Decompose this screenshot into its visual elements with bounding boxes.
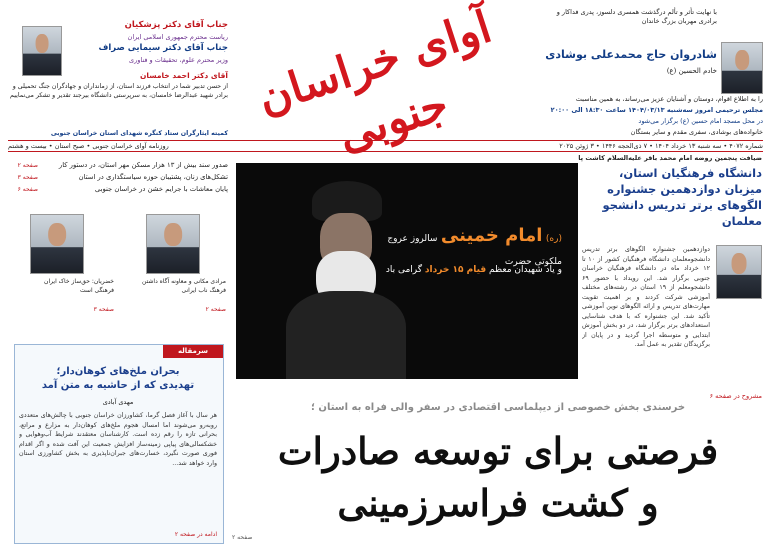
obituary-body: را به اطلاع اقوام، دوستان و آشنایان عزیز می‌رساند، به همین مناسبت <box>575 95 763 103</box>
side-story-title: دانشگاه فرهنگیان استان، میزبان دوازدهمین جشنواره الگوهای برتر تدریس دانشجو معلمان <box>602 166 762 228</box>
portrait-block-1 <box>136 214 226 314</box>
brief-2: تشکل‌های زنان، پشتیبان حوزه سیاستگذاری در استان <box>78 173 228 181</box>
brief-1-page: صفحه ۲ <box>17 162 38 169</box>
congrats-line2: ریاست محترم جمهوری اسلامی ایران <box>127 33 228 41</box>
editorial-body: هر سال با آغاز فصل گرما، کشاورزان خراسان جنوبی با چالش‌های متعددی روبه‌رو می‌شوند اما امسال هجوم ملخ‌های کوهان‌دار به مزارع و مراتع، بحرانی تازه را رقم زده است. کارشناسان معتقدند شرایط آب‌وهوایی و خشکسالی‌های پیاپی زمینه‌ساز افزایش جمعیت این آفت شده و اگر اقدام فوری صورت نگیرد، خسارت‌های جبران‌ناپذیری به بخش کشاورزی استان وارد خواهد شد... <box>19 412 217 467</box>
congrats-box <box>8 10 228 138</box>
side-story-photo <box>716 245 762 299</box>
editorial-tag: سرمقاله <box>163 345 223 358</box>
obituary-venue: در محل مسجد امام حسین (ع) برگزار می‌شود <box>638 117 763 125</box>
portrait-1-page: صفحه ۲ <box>205 306 226 313</box>
hero-line2 <box>312 263 562 277</box>
congrats-line3: جناب آقای دکتر سیمایی صراف <box>98 43 228 53</box>
portrait-2-photo <box>30 214 84 274</box>
briefs-list <box>8 160 228 204</box>
issue-bar <box>8 140 763 152</box>
side-story <box>582 165 762 405</box>
portrait-1-photo <box>146 214 200 274</box>
congrats-sign: کمیته ایثارگران ستاد کنگره شهدای استان خراسان جنوبی <box>50 130 228 137</box>
side-story-more: مشروح در صفحه ۶ <box>709 392 762 400</box>
brief-3: پایان معاشات با جرایم خشن در خراسان جنوبی <box>94 185 228 193</box>
side-story-body: دوازدهمین جشنواره الگوهای برتر تدریس دانشجومعلمان دانشگاه فرهنگیان کشور از ۱۰ تا ۱۲ خرداد ماه در دانشگاه فرهنگیان خراسان جنوبی برگزار شد. این رویداد با حضور ۶۹ دانشجومعلم از ۱۹ استان در رشته‌های مختلف آموزشی شرکت کردند و بر اهمیت تقویت مهارت‌های تدریس و ارائه الگوهای نوین آموزشی تأکید شد. این جشنواره که با هدف شناسایی استعدادهای برتر برگزار شد، در دو بخش آموزش ابتدایی و متوسطه اجرا گردید و در پایان از برگزیدگان تقدیر به عمل آمد. <box>582 246 710 348</box>
obituary-intro: با نهایت تأثر و تألم درگذشت همسری دلسوز، پدری فداکار و برادری مهربان بزرگ خاندان <box>556 8 717 25</box>
portrait-1-caption: مرادی مکانی و معاونه آگاه داشتن فرهنگ ناب ایرانی <box>142 278 226 294</box>
editorial-more: ادامه در صفحه ۲ <box>174 531 217 538</box>
leader-portrait <box>286 181 406 379</box>
editorial-title1: بحران ملخ‌های کوهان‌دار؛ <box>56 366 180 377</box>
editorial-box <box>14 344 224 544</box>
congrats-line4: وزیر محترم علوم، تحقیقات و فناوری <box>129 56 228 64</box>
obituary-name: شادروان حاج محمدعلی بوشادی <box>545 48 717 61</box>
obituary-ceremony: مجلس ترحیمی امروز سه‌شنبه ۱۴۰۴/۰۳/۱۳ ساعت ۱۸:۳۰ الی ۲۰:۰۰ <box>550 106 763 114</box>
obituary-box <box>545 8 763 140</box>
congrats-photo <box>22 26 62 76</box>
obituary-photo <box>721 42 763 94</box>
editorial-title2: تهدیدی که از حاشیه به متن آمد <box>41 380 195 391</box>
hero-line2-start: و یاد شهیدان معظم <box>489 265 562 275</box>
congrats-line5: آقای دکتر احمد خامسان <box>140 71 228 80</box>
hero-name-honor: (ره) <box>545 234 562 244</box>
masthead <box>228 1 540 162</box>
hero-intro: سالروز عروج ملکوتی حضرت <box>387 234 562 267</box>
hero-name: امام خمینی <box>440 225 543 246</box>
obituary-family: خانواده‌های بوشادی، سفری مقدم و سایر بستگان <box>630 128 763 136</box>
brief-3-page: صفحه ۶ <box>17 186 38 193</box>
lead-page: صفحه ۲ <box>232 534 253 541</box>
brief-1: صدور سند بیش از ۱۳ هزار مسکن مهر استان، در دستور کار <box>58 161 228 169</box>
obituary-sub: خادم الحسین (ع) <box>666 67 717 75</box>
masthead-logo: آوای خراسان جنوبی <box>251 1 498 162</box>
portrait-2-page: صفحه ۳ <box>93 306 114 313</box>
top-strip: ضیافت پنجمین روضه امام محمد باقر علیه‌السلام کاشت پا <box>578 154 762 162</box>
hero-tail: گرامی باد <box>385 265 423 275</box>
congrats-line1: جناب آقای دکتر پزشکیان <box>124 20 228 30</box>
hero-highlight: قیام ۱۵ خرداد <box>424 265 487 275</box>
lead-title2: و کشت فراسرزمینی <box>337 481 659 525</box>
lead-story <box>232 400 764 546</box>
editorial-author: مهدی آبادی <box>102 398 134 406</box>
hero-banner <box>236 163 578 379</box>
congrats-body: از حسن تدبیر شما در انتخاب فرزند استان، از زمانداران و جهادگران جنگ تحمیلی و برادر شهید عبدالرضا خامسان، به سرپرستی دانشگاه بیرجند تقدیر و تشکر می‌نماییم <box>10 83 228 99</box>
portrait-2-caption: خضریان: حق‌ساز خاک ایران فرهنگی است <box>44 278 114 294</box>
brief-2-page: صفحه ۳ <box>17 174 38 181</box>
lead-kicker: خرسندی بخش خصوصی از دیپلماسی اقتصادی در سفر والی فراه به استان ؛ <box>310 402 686 413</box>
issue-line: شماره ۴۰۷۲ • سه شنبه ۱۳ خرداد ۱۴۰۴ • ۷ ذی‌الحجه ۱۴۴۶ • ۳ ژوئن ۲۰۲۵ <box>559 142 763 150</box>
masthead-slogan: روزنامه آوای خراسان جنوبی • صبح استان • بیست و هشتم <box>8 142 169 150</box>
lead-title1: فرصتی برای توسعه صادرات <box>277 429 719 473</box>
portrait-block-2 <box>24 214 114 314</box>
